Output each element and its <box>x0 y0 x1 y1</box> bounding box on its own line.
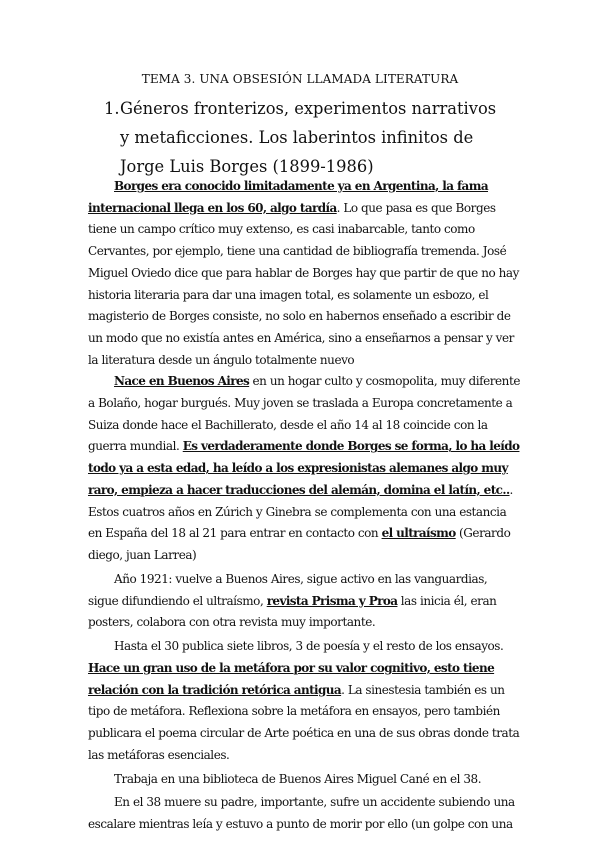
paragraph-text: En el 38 muere su padre, importante, sufre un accidente subiendo una escalare mientras leía y estuvo a punto de morir por ello (un golpe con una <box>88 795 515 832</box>
section-title: Géneros fronterizos, experimentos narrativos y metaficciones. Los laberintos infinitos de Jorge Luis Borges (1899-1986) <box>120 99 497 176</box>
paragraph-text: Trabaja en una biblioteca de Buenos Aires Miguel Cané en el 38. <box>114 771 482 786</box>
paragraph <box>88 176 520 371</box>
paragraph-text: (Gerardo diego, juan Larrea) <box>88 526 511 562</box>
paragraph-text: las inicia él, eran posters, colabora con otra revista muy importante. <box>88 593 497 630</box>
paragraph-text: . Estos cuatros años en Zúrich y Ginebra se complementa con una estancia en España del 18 al 21 para entrar en contacto con <box>88 482 513 541</box>
paragraph-text: . Lo que pasa es que Borges tiene un campo crítico muy extenso, es casi inabarcable, tanto como Cervantes, por ejemplo, tiene una cantidad de bibliografía tremenda. José Miguel Oviedo dice que para hablar de Borges hay que partir de que no hay historia literaria para dar una imagen total, es solamente un esbozo, el magisterio de Borges consiste, no solo en habernos enseñado a escribir de un modo que no existía antes en América, sino a enseñarnos a pensar y ver la literatura desde un ángulo totalmente nuevo <box>88 200 519 367</box>
document-body <box>88 176 520 838</box>
section-number: 1. <box>104 99 120 118</box>
paragraph <box>88 569 520 634</box>
paragraph-text: en un hogar culto y cosmopolita, muy diferente a Bolaño, hogar burgués. Muy joven se traslada a Europa concretamente a Suiza donde hace el Bachillerato, desde el año 14 al 18 coincide con la guerra mundial. <box>88 374 520 454</box>
paragraph-text: . La sinestesia también es un tipo de metáfora. Reflexiona sobre la metáfora en ensayos, pero también publicara el poema circular de Arte poética en una de sus obras donde trata las metáforas esenciales. <box>88 682 520 762</box>
paragraph <box>88 371 520 566</box>
topic-title: TEMA 3. UNA OBSESIÓN LLAMADA LITERATURA <box>141 72 459 86</box>
highlighted-text: revista Prisma y Proa <box>266 593 398 608</box>
paragraph-text: Año 1921: vuelve a Buenos Aires, sigue activo en las vanguardias, sigue difundiendo el ultraísmo, <box>88 571 488 608</box>
highlighted-text: Nace en Buenos Aires <box>114 374 250 389</box>
highlighted-text: Borges era conocido limitadamente ya en Argentina, la fama internacional llega en los 60, algo tardía <box>88 179 489 215</box>
highlighted-text: Hace un gran uso de la metáfora por su valor cognitivo, esto tiene relación con la tradición retórica antigua <box>88 660 495 697</box>
paragraph <box>88 792 520 835</box>
paragraph <box>88 636 520 766</box>
section-heading <box>104 94 504 181</box>
paragraph <box>88 769 520 791</box>
highlighted-text: Es verdaderamente donde Borges se forma, lo ha leído todo ya a esta edad, ha leído a los expresionistas alemanes algo muy raro, empieza a hacer traducciones del alemán, domina el latín, etc.. <box>88 439 520 497</box>
highlighted-text: el ultraísmo <box>381 526 456 541</box>
paragraph-text: Hasta el 30 publica siete libros, 3 de poesía y el resto de los ensayos. <box>114 639 504 654</box>
